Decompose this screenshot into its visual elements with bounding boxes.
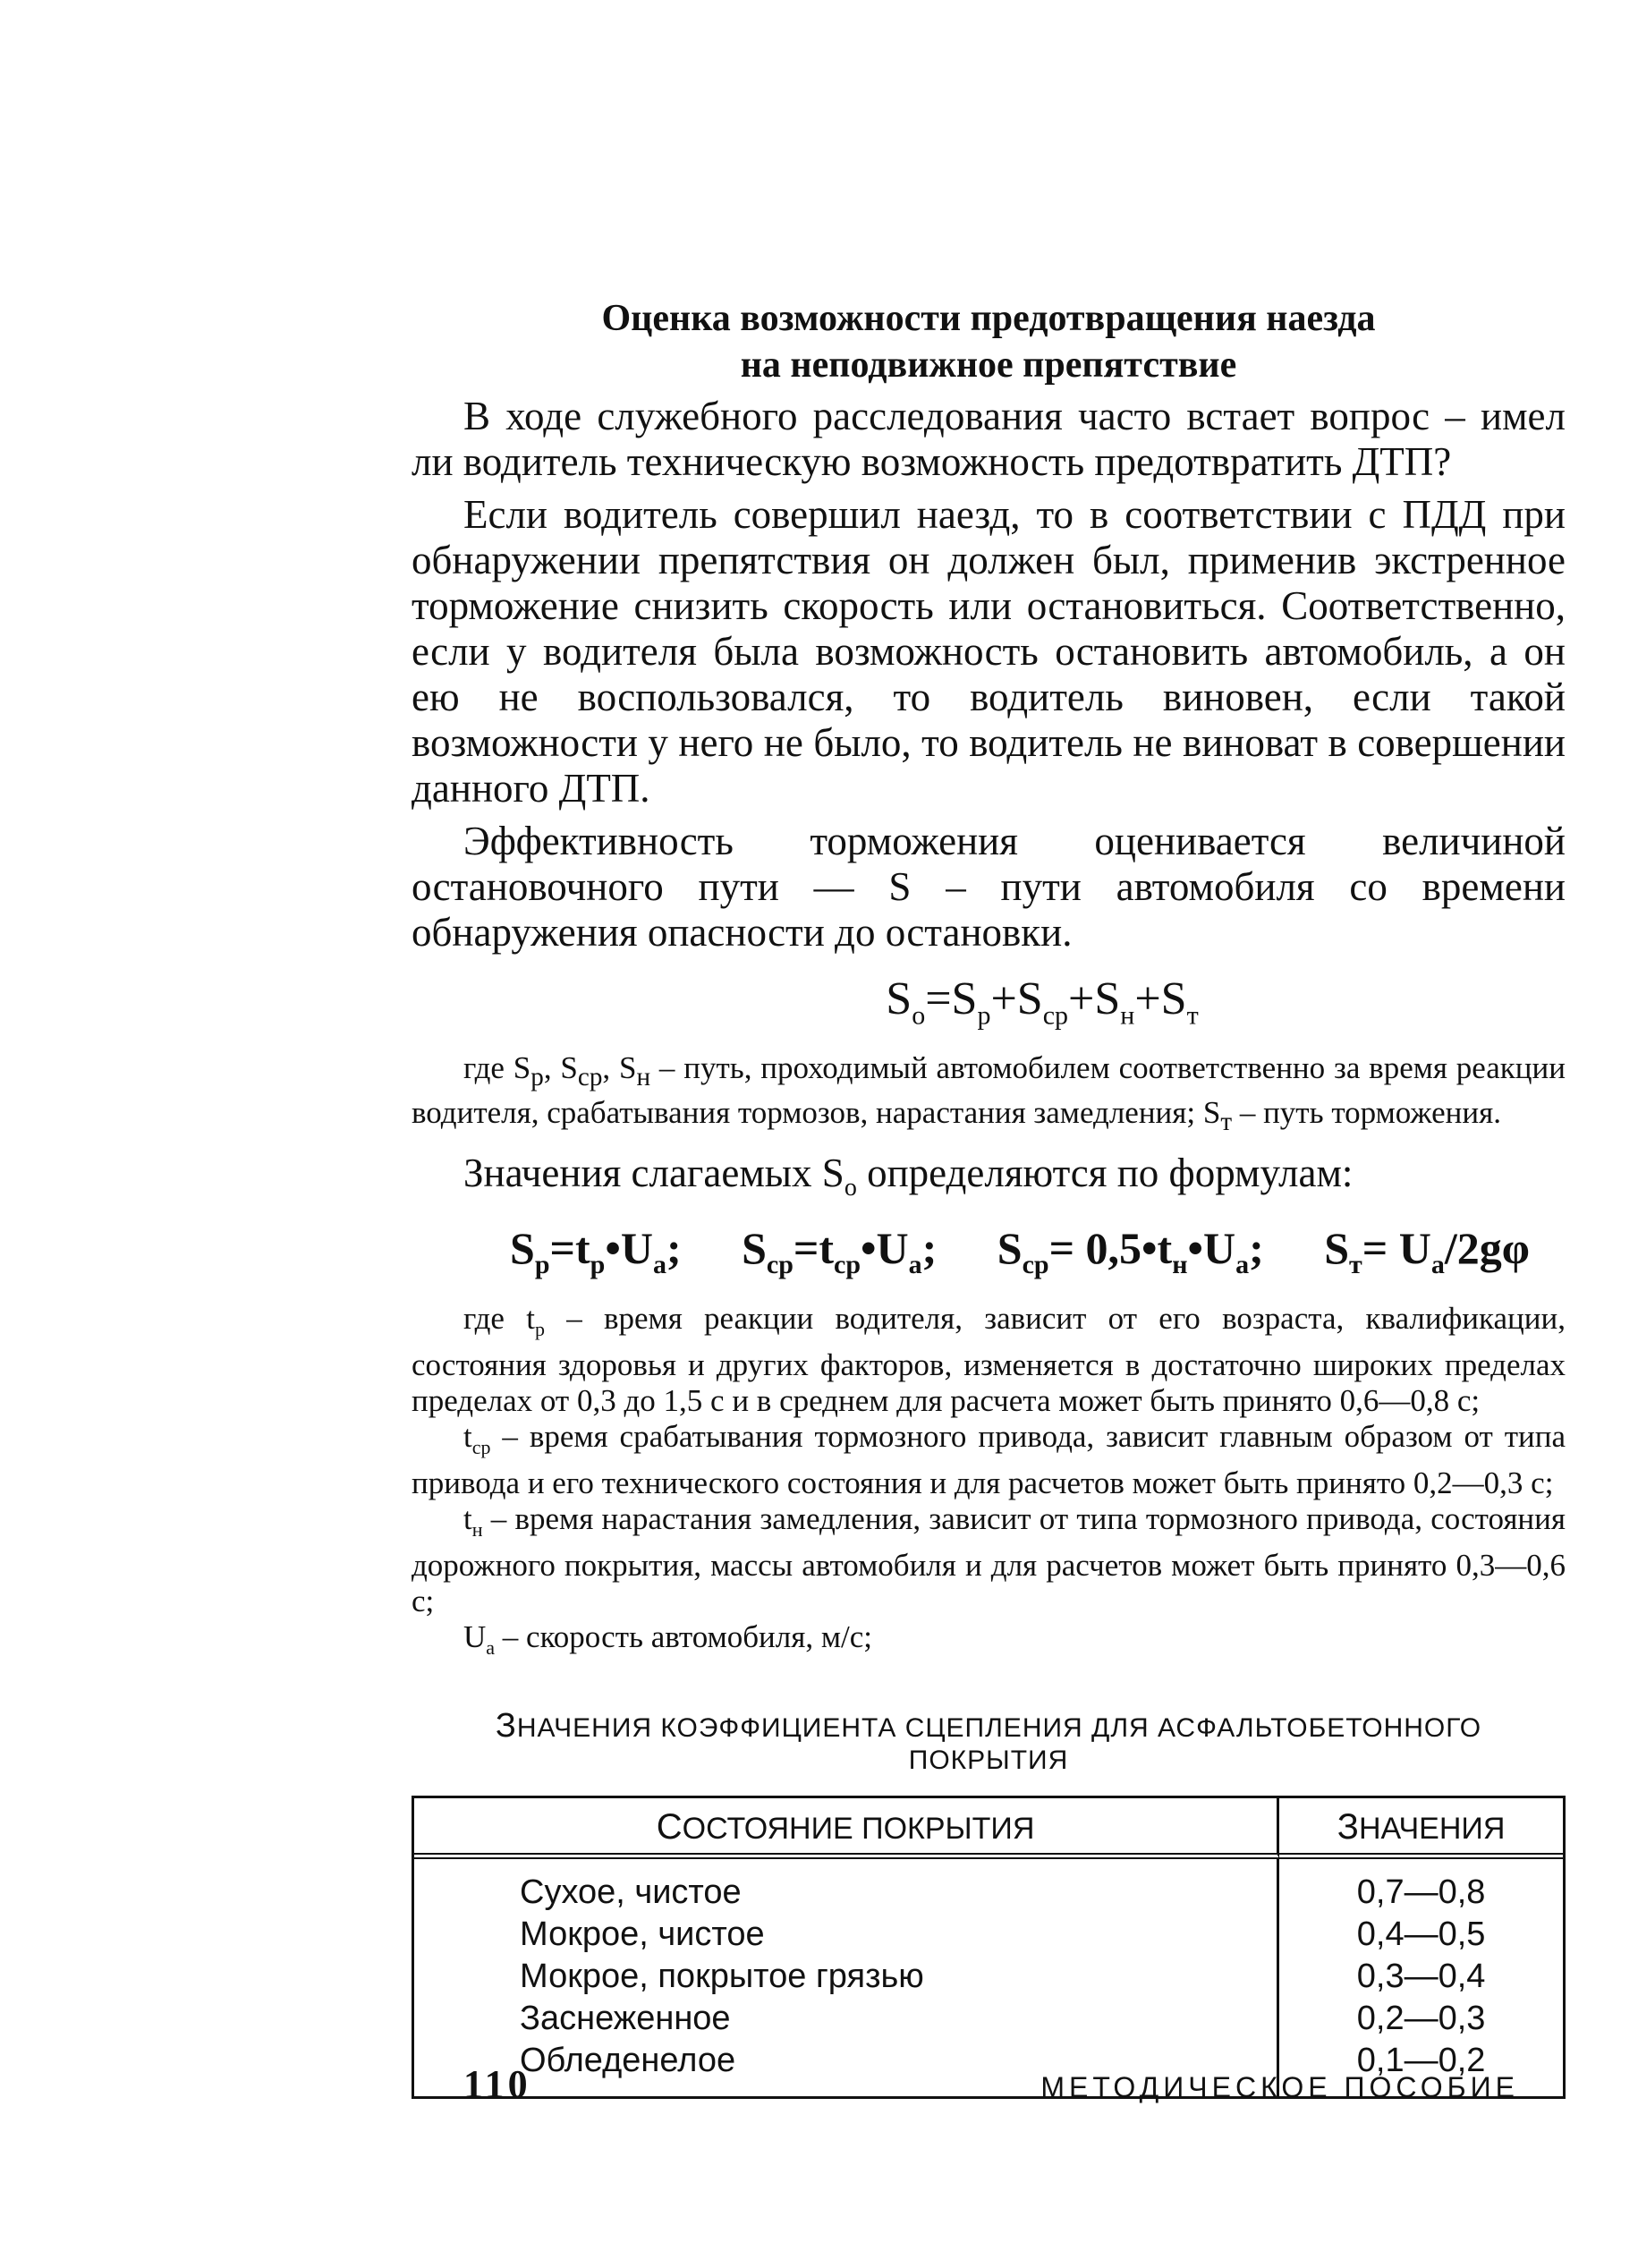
formula-ssr: $S_{ср}=t_{ср}•U_а$; (742, 1223, 938, 1280)
friction-coefficient-table (412, 1796, 1566, 2099)
definition-ua: $U_а$ – скорость автомобиля, м/с; (463, 1619, 872, 1660)
formula-note: где $S_р$, $S_{ср}$, $S_н$ – путь, проходимый автомобилем соответственно за время реакции водителя, срабатывания тормозов, нарастания замедления; $S_т$ – путь торможения. (412, 1050, 1566, 1137)
table-row (414, 1998, 1563, 2040)
formula-st: $S_т= U_а/2g\varphi$ (1324, 1223, 1530, 1280)
cell-state: Обледенелое (414, 2040, 1279, 2096)
table-row (414, 1859, 1563, 1914)
component-formulas (510, 1218, 1530, 1295)
heading-line-2: на неподвижное препятствие (740, 344, 1237, 386)
cell-value: 0,2—0,3 (1356, 2000, 1486, 2038)
cell-value: 0,1—0,2 (1356, 2042, 1486, 2080)
book-title: МЕТОДИЧЕСКОЕ ПОСОБИЕ (1040, 2071, 1519, 2103)
section-heading (412, 295, 1566, 388)
table-row (414, 1914, 1563, 1956)
cell-state: Мокрое, чистое (414, 1914, 1279, 1956)
page-content (412, 295, 1566, 2099)
page-footer (463, 2061, 1519, 2107)
column-header-values: ЗНАЧЕНИЯ (1279, 1798, 1563, 1859)
table-header-row (414, 1798, 1563, 1859)
values-intro-line: Значения слагаемых $S_о$ определяются по формулам: (463, 1151, 1354, 1202)
cell-value: 0,7—0,8 (1356, 1873, 1486, 1912)
cell-state: Заснеженное (414, 1998, 1279, 2040)
paragraph-question: В ходе служебного расследования часто встает вопрос – имел ли водитель техническую возможность предотвратить ДТП? (412, 394, 1566, 484)
cell-value: 0,3—0,4 (1356, 1958, 1486, 1996)
column-header-state: СОСТОЯНИЕ ПОКРЫТИЯ (414, 1798, 1279, 1859)
cell-state: Сухое, чистое (414, 1859, 1279, 1914)
stopping-distance-formula: $S_о=S_р+S_{ср}+S_н+S_т$ (886, 973, 1199, 1031)
page-number: 110 (463, 2062, 531, 2106)
heading-line-1: Оценка возможности предотвращения наезда (601, 298, 1376, 339)
definition-tsr: $t_{ср}$ – время срабатывания тормозного привода, зависит главным образом от типа привода и его технического состояния и для расчетов может быть принято 0,2—0,3 с; (412, 1419, 1566, 1501)
paragraph-braking-efficiency: Эффективность торможения оценивается величиной остановочного пути — S – пути автомобиля со времени обнаружения опасности до остановки. (412, 819, 1566, 955)
definition-tr: где $t_р$ – время реакции водителя, зависит от его возраста, квалификации, состояния здоровья и других факторов, изменяется в достаточно широких пределах пределах от 0,3 до 1,5 с и в среднем для расчета может быть принято 0,6—0,8 с; (412, 1301, 1566, 1419)
table-row (414, 1956, 1563, 1998)
cell-value: 0,4—0,5 (1356, 1915, 1486, 1954)
paragraph-driver-obligation: Если водитель совершил наезд, то в соответствии с ПДД при обнаружении препятствия он должен был, применив экстренное торможение снизить скорость или остановиться. Соответственно, если у водителя была возможность остановить автомобиль, а он ею не воспользовался, то водитель виновен, если такой возможности у него не было, то водитель не виноват в совершении данного ДТП. (412, 492, 1566, 811)
formula-sn: $S_{ср}=$ $0,5•t_н•U_а$; (997, 1223, 1264, 1280)
table-title: ЗНАЧЕНИЯ КОЭФФИЦИЕНТА СЦЕПЛЕНИЯ ДЛЯ АСФАЛЬТОБЕТОННОГО ПОКРЫТИЯ (495, 1707, 1482, 1776)
definition-tn: $t_н$ – время нарастания замедления, зависит от типа тормозного привода, состояния дорожного покрытия, массы автомобиля и для расчетов может быть принято 0,3—0,6 с; (412, 1501, 1566, 1619)
cell-state: Мокрое, покрытое грязью (414, 1956, 1279, 1998)
formula-sp: $S_р=t_р•U_а$; (510, 1223, 682, 1280)
